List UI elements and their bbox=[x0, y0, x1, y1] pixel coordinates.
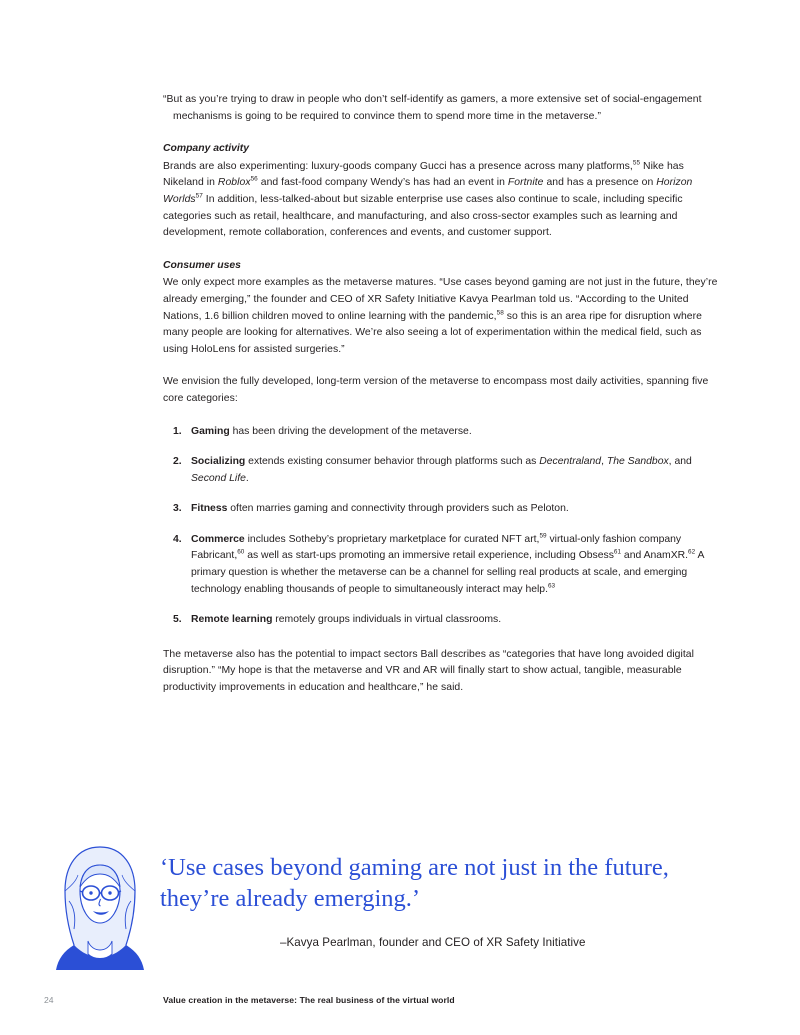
footnote-ref-61: 61 bbox=[613, 549, 622, 556]
title-decentraland: Decentraland bbox=[539, 456, 602, 468]
footnote-ref-59: 59 bbox=[539, 532, 547, 540]
list-text-socializing-2: , bbox=[601, 456, 607, 468]
page-number: 24 bbox=[44, 995, 54, 1005]
list-text-commerce-5: A primary question is whether the metaverse can be a channel for selling real products at scale, and emerging technology enabling thousands of people to simultaneously interact may help. bbox=[191, 550, 704, 595]
envision-text: We envision the fully developed, long-term version of the metaverse to encompass most daily activities, spanning five core categories: bbox=[163, 376, 709, 404]
cu-text-2: so this is an area ripe for disruption where many people are looking for alternatives. We’re also seeing a lot of experimentation within the medical field, such as using HoloLens for assisted surgeries.” bbox=[163, 310, 702, 355]
list-item bbox=[191, 501, 721, 518]
closing-text: The metaverse also has the potential to impact sectors Ball describes as “categories that have long avoided digital disruption.” “My hope is that the metaverse and VR and AR will finally start to show actual, tangible, measurable productivity improvements in education and healthcare,” he said. bbox=[163, 648, 694, 694]
ca-text-5: In addition, less-talked-about but sizable enterprise use cases also continue to scale, including specific categories such as retail, healthcare, and manufacturing, and also cross-sector examples such as learning and development, remote collaboration, conferences and events, and customer support. bbox=[163, 193, 683, 239]
title-the-sandbox: The Sandbox bbox=[606, 456, 669, 468]
title-fortnite: Fortnite bbox=[507, 177, 544, 189]
ca-text-2: Nike has Nikeland in bbox=[163, 160, 684, 189]
ca-text-4: and has a presence on bbox=[543, 177, 657, 189]
pull-quote-line-1: ‘Use cases beyond gaming are not just in the future, bbox=[160, 854, 669, 881]
consumer-uses-paragraph bbox=[163, 275, 721, 358]
footnote-ref-56: 56 bbox=[250, 175, 258, 183]
section-consumer-uses bbox=[163, 258, 721, 359]
footnote-ref-63: 63 bbox=[547, 582, 556, 590]
footnote-ref-57: 57 bbox=[195, 192, 203, 200]
ca-text-3: and fast-food company Wendy’s has had an event in bbox=[257, 177, 508, 189]
list-item bbox=[191, 612, 721, 629]
list-text-commerce-2: virtual-only fashion company Fabricant, bbox=[191, 533, 682, 562]
title-roblox: Roblox bbox=[217, 177, 251, 189]
footnote-ref-62: 62 bbox=[688, 549, 696, 556]
pull-quote-section bbox=[0, 838, 800, 978]
footnote-ref-60: 60 bbox=[237, 549, 245, 556]
list-term-commerce: Commerce bbox=[191, 533, 245, 545]
list-text-fitness: often marries gaming and connectivity through providers such as Peloton. bbox=[227, 503, 569, 515]
list-text-commerce-4: and AnamXR. bbox=[621, 550, 689, 562]
list-term-remote-learning: Remote learning bbox=[191, 614, 273, 626]
core-categories-list bbox=[163, 424, 721, 629]
pull-quote-attribution: –Kavya Pearlman, founder and CEO of XR Safety Initiative bbox=[280, 936, 586, 949]
list-text-commerce-1: includes Sotheby’s proprietary marketplace for curated NFT art, bbox=[244, 533, 540, 545]
consumer-uses-heading: Consumer uses bbox=[163, 259, 241, 271]
paragraph-closing bbox=[163, 647, 721, 697]
pull-quote-text bbox=[160, 852, 760, 914]
body-content bbox=[163, 92, 721, 713]
company-activity-heading: Company activity bbox=[163, 143, 250, 155]
list-term-socializing: Socializing bbox=[191, 456, 246, 468]
section-company-activity bbox=[163, 141, 721, 242]
list-item bbox=[191, 532, 721, 598]
list-text-socializing-4: . bbox=[245, 472, 249, 484]
list-text-gaming: has been driving the development of the metaverse. bbox=[229, 425, 472, 437]
footnote-ref-58: 58 bbox=[496, 309, 504, 317]
cu-text-1: We only expect more examples as the metaverse matures. “Use cases beyond gaming are not just in the future, they’re already emerging,” the founder and CEO of XR Safety Initiative Kavya Pearlman told us. “According to the United Nations, 1.6 billion children moved to online learning with the pandemic, bbox=[163, 277, 718, 322]
footnote-ref-55: 55 bbox=[632, 159, 641, 167]
title-horizon-worlds: Horizon Worlds bbox=[163, 177, 693, 205]
opening-quote-text: “But as you’re trying to draw in people who don’t self-identify as gamers, a more extensive set of social-engagement mechanisms is going to be required to convince them to spend more time in the metaverse.” bbox=[163, 94, 702, 122]
ca-text-1: Brands are also experimenting: luxury-goods company Gucci has a presence across many platforms, bbox=[163, 160, 633, 172]
list-text-remote-learning: remotely groups individuals in virtual classrooms. bbox=[272, 614, 502, 626]
list-term-gaming: Gaming bbox=[191, 425, 230, 437]
list-item bbox=[191, 424, 721, 441]
list-text-socializing-3: , and bbox=[668, 456, 692, 468]
pull-quote-line-2: they’re already emerging.’ bbox=[160, 885, 421, 912]
list-item bbox=[191, 454, 721, 487]
footer-title: Value creation in the metaverse: The real business of the virtual world bbox=[163, 995, 455, 1005]
list-text-commerce-3: as well as start-ups promoting an immersive retail experience, including Obsess bbox=[244, 550, 614, 562]
page-footer bbox=[0, 995, 800, 1015]
company-activity-paragraph bbox=[163, 159, 721, 242]
list-text-socializing-1: extends existing consumer behavior through platforms such as bbox=[245, 456, 540, 468]
title-second-life: Second Life bbox=[191, 472, 246, 484]
paragraph-envision bbox=[163, 374, 721, 407]
list-term-fitness: Fitness bbox=[191, 503, 228, 515]
paragraph-opening-quote bbox=[163, 92, 721, 125]
